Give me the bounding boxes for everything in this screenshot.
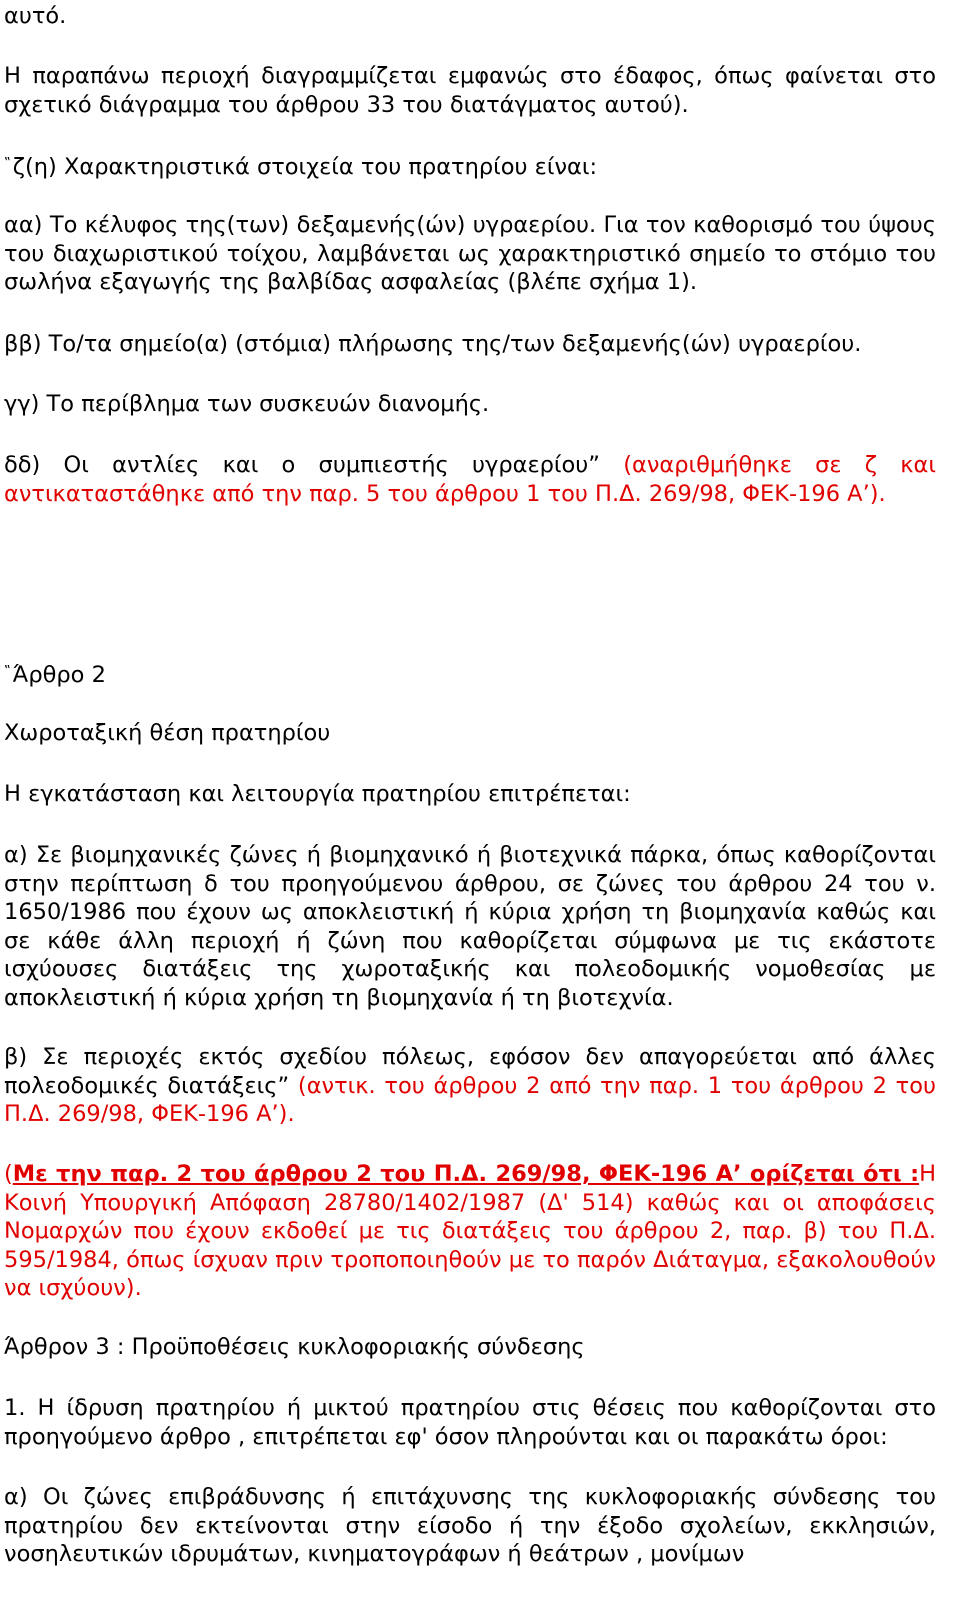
open-paren: ( — [4, 1161, 13, 1187]
article-2-subtitle: Χωροταξική θέση πρατηρίου — [4, 720, 331, 746]
amendment-bold-reference: Με την παρ. 2 του άρθρου 2 του Π.Δ. 269/98, ΦΕΚ-196 Α’ ορίζεται ότι : — [12, 1161, 920, 1187]
paragraph-characteristics-heading — [4, 150, 936, 182]
paragraph-item-dd — [4, 451, 936, 508]
item-b-text: β) Σε περιοχές εκτός σχεδίου πόλεως, εφόσον δεν απαγορεύεται από άλλες πολεοδομικές διατάξεις” — [4, 1044, 936, 1099]
quote-mark: ‟ — [4, 664, 11, 679]
paragraph-item-bb: ββ) Το/τα σημείο(α) (στόμια) πλήρωσης της/των δεξαμενής(ών) υγραερίου. — [4, 331, 862, 357]
paragraph-permitted-intro: Η εγκατάσταση και λειτουργία πρατηρίου επιτρέπεται: — [4, 781, 631, 807]
paragraph-item-aa: αα) Το κέλυφος της(των) δεξαμενής(ών) υγραερίου. Για τον καθορισμό του ύψους του διαχωριστικού τοίχου, λαμβάνεται ως χαρακτηριστικό σημείο το στόμιο του σωλήνα εξαγωγής της βαλβίδας ασφαλείας (βλέπε σχήμα 1). — [4, 212, 936, 295]
paragraph-fragment: αυτό. — [4, 3, 67, 29]
paragraph-diagram-note: Η παραπάνω περιοχή διαγραμμίζεται εμφανώς στο έδαφος, όπως φαίνεται στο σχετικό διάγραμμα του άρθρου 33 του διατάγματος αυτού). — [4, 63, 936, 118]
paragraph-item-a: α) Σε βιομηχανικές ζώνες ή βιομηχανικό ή βιοτεχνικά πάρκα, όπως καθορίζονται στην περίπτωση δ του προηγούμενου άρθρου, σε ζώνες του άρθρου 24 του ν. 1650/1986 που έχουν ως αποκλειστική ή κύρια χρήση τη βιομηχανία καθώς και σε κάθε άλλη περιοχή ή ζώνη που καθορίζεται σύμφωνα με τις εκάστοτε ισχύουσες διατάξεις της χωροταξικής και πολεοδομικής νομοθεσίας με αποκλειστική ή κύρια χρήση τη βιομηχανία ή τη βιοτεχνία. — [4, 842, 936, 1011]
amendment-note: (αναριθμήθηκε σε ζ και αντικαταστάθηκε από την παρ. 5 του άρθρου 1 του Π.Δ. 269/98, ΦΕΚ-196 Α’). — [4, 452, 936, 507]
paragraph-article-3-1: 1. Η ίδρυση πρατηρίου ή μικτού πρατηρίου στις θέσεις που καθορίζονται στο προηγούμενο άρθρο , επιτρέπεται εφ' όσον πληρούνται και οι παρακάτω όροι: — [4, 1395, 936, 1450]
article-2-heading — [4, 658, 936, 690]
quote-mark: ‟ — [4, 156, 11, 171]
characteristics-heading-text: ζ(η) Χαρακτηριστικά στοιχεία του πρατηρίου είναι: — [12, 154, 598, 180]
item-dd-text: δδ) Οι αντλίες και ο συμπιεστής υγραερίου” — [4, 452, 600, 478]
paragraph-article-3-a: α) Οι ζώνες επιβράδυνσης ή επιτάχυνσης της κυκλοφοριακής σύνδεσης του πρατηρίου δεν εκτείνονται στην είσοδο ή την έξοδο σχολείων, εκκλησιών, νοσηλευτικών ιδρυμάτων, κινηματογράφων ή θεάτρων , μονίμων — [4, 1484, 936, 1567]
paragraph-item-b — [4, 1043, 936, 1129]
amendment-note: (αντικ. του άρθρου 2 από την παρ. 1 του άρθρου 2 του Π.Δ. 269/98, ΦΕΚ-196 Α’). — [4, 1072, 936, 1127]
paragraph-item-gg: γγ) Το περίβλημα των συσκευών διανομής. — [4, 391, 490, 417]
article-2-title: Άρθρο 2 — [12, 662, 106, 688]
amendment-clause-text: Η Κοινή Υπουργική Απόφαση 28780/1402/1987 (Δ' 514) καθώς και οι αποφάσεις Νομαρχών που έχουν εκδοθεί με τις διατάξεις του άρθρου 2, παρ. β) του Π.Δ. 595/1984, όπως ίσχυαν πριν τροποποιηθούν με το παρόν Διάταγμα, εξακολουθούν να ισχύουν). — [4, 1161, 936, 1301]
article-3-heading: Άρθρον 3 : Προϋποθέσεις κυκλοφοριακής σύνδεσης — [4, 1334, 585, 1360]
paragraph-amendment-clause — [4, 1160, 936, 1303]
